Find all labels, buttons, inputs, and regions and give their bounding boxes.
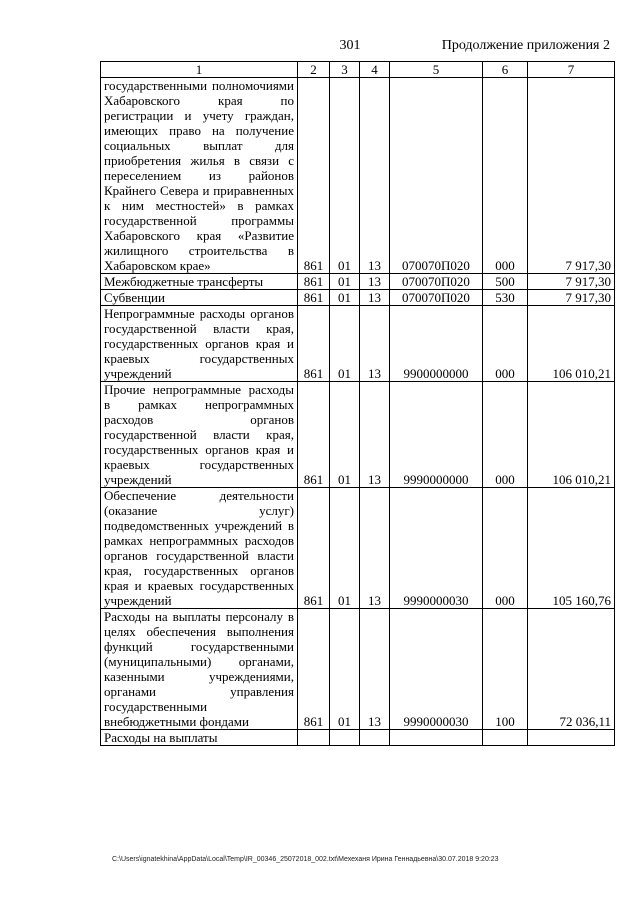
row-section-code: 01 xyxy=(330,78,360,274)
row-section-code: 01 xyxy=(330,306,360,382)
column-header: 3 xyxy=(330,62,360,78)
table-header-row xyxy=(101,62,615,78)
row-section-code xyxy=(330,730,360,746)
row-subsection-code: 13 xyxy=(360,78,390,274)
row-name: Субвенции xyxy=(101,290,298,306)
row-name: Расходы на выплаты персоналу в целях обеспечения выполнения функций государственными (муниципальными) органами, казенными учреждениями, органами управления государственными внебюджетными фондами xyxy=(101,609,298,730)
row-subsection-code: 13 xyxy=(360,488,390,609)
row-section-code: 01 xyxy=(330,274,360,290)
row-target-article xyxy=(390,730,483,746)
row-expense-type: 500 xyxy=(483,274,528,290)
row-subsection-code: 13 xyxy=(360,306,390,382)
row-ministry-code: 861 xyxy=(298,290,330,306)
row-ministry-code: 861 xyxy=(298,78,330,274)
row-amount: 7 917,30 xyxy=(528,274,615,290)
table-row xyxy=(101,382,615,488)
table-row xyxy=(101,290,615,306)
column-header: 2 xyxy=(298,62,330,78)
column-header: 4 xyxy=(360,62,390,78)
table-row xyxy=(101,730,615,746)
table-row xyxy=(101,274,615,290)
row-amount: 72 036,11 xyxy=(528,609,615,730)
row-expense-type: 100 xyxy=(483,609,528,730)
row-target-article: 9990000000 xyxy=(390,382,483,488)
continuation-label: Продолжение приложения 2 xyxy=(441,38,610,53)
row-name: Обеспечение деятельности (оказание услуг) подведомственных учреждений в рамках непрограммных расходов органов государственной власти края, государственных органов края и краевых государственных учреждений xyxy=(101,488,298,609)
table-row xyxy=(101,609,615,730)
column-header: 7 xyxy=(528,62,615,78)
row-ministry-code: 861 xyxy=(298,382,330,488)
table-row xyxy=(101,78,615,274)
row-section-code: 01 xyxy=(330,488,360,609)
row-target-article: 070070П020 xyxy=(390,290,483,306)
row-subsection-code xyxy=(360,730,390,746)
row-ministry-code xyxy=(298,730,330,746)
row-ministry-code: 861 xyxy=(298,488,330,609)
column-header: 5 xyxy=(390,62,483,78)
row-name: Расходы на выплаты xyxy=(101,730,298,746)
row-amount: 105 160,76 xyxy=(528,488,615,609)
row-name: государственными полномочиями Хабаровского края по регистрации и учету граждан, имеющих право на получение социальных выплат для приобретения жилья в связи с переселением из районов Крайнего Севера и приравненных к ним местностей» в рамках государственной программы Хабаровского края «Развитие жилищного строительства в Хабаровском крае» xyxy=(101,78,298,274)
table-row xyxy=(101,488,615,609)
row-expense-type: 530 xyxy=(483,290,528,306)
row-expense-type: 000 xyxy=(483,78,528,274)
row-expense-type xyxy=(483,730,528,746)
row-expense-type: 000 xyxy=(483,382,528,488)
row-name: Прочие непрограммные расходы в рамках непрограммных расходов органов государственной власти края, государственных органов края и краевых государственных учреждений xyxy=(101,382,298,488)
row-amount: 7 917,30 xyxy=(528,290,615,306)
row-ministry-code: 861 xyxy=(298,609,330,730)
row-amount xyxy=(528,730,615,746)
column-header: 1 xyxy=(101,62,298,78)
row-target-article: 070070П020 xyxy=(390,78,483,274)
budget-table xyxy=(100,61,615,746)
row-name: Межбюджетные трансферты xyxy=(101,274,298,290)
row-name: Непрограммные расходы органов государственной власти края, государственных органов края и краевых государственных учреждений xyxy=(101,306,298,382)
column-header: 6 xyxy=(483,62,528,78)
row-subsection-code: 13 xyxy=(360,382,390,488)
page-number: 301 xyxy=(339,38,361,53)
row-subsection-code: 13 xyxy=(360,290,390,306)
row-amount: 106 010,21 xyxy=(528,306,615,382)
row-section-code: 01 xyxy=(330,382,360,488)
row-subsection-code: 13 xyxy=(360,609,390,730)
row-subsection-code: 13 xyxy=(360,274,390,290)
row-ministry-code: 861 xyxy=(298,306,330,382)
row-section-code: 01 xyxy=(330,609,360,730)
row-target-article: 9990000030 xyxy=(390,609,483,730)
row-target-article: 9990000030 xyxy=(390,488,483,609)
row-expense-type: 000 xyxy=(483,488,528,609)
row-target-article: 070070П020 xyxy=(390,274,483,290)
row-section-code: 01 xyxy=(330,290,360,306)
row-ministry-code: 861 xyxy=(298,274,330,290)
row-amount: 7 917,30 xyxy=(528,78,615,274)
row-target-article: 9900000000 xyxy=(390,306,483,382)
row-expense-type: 000 xyxy=(483,306,528,382)
table-row xyxy=(101,306,615,382)
footer-file-path: C:\Users\ignatekhina\AppData\Local\Temp\IR_00346_25072018_002.txt\Мехеханя Ирина Геннадьевна\30.07.2018 9:20:23 xyxy=(112,856,499,863)
row-amount: 106 010,21 xyxy=(528,382,615,488)
